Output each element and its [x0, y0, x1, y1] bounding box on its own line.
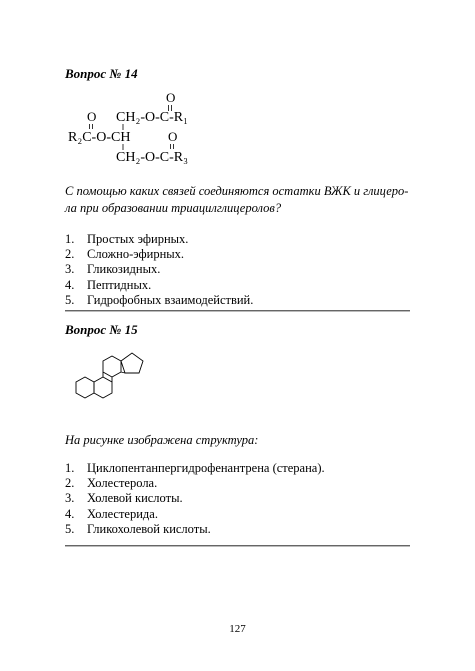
- steran-structure: [60, 344, 190, 424]
- option-label: Холевой кислоты.: [87, 491, 183, 506]
- option-1[interactable]: [65, 232, 253, 247]
- option-number: 5.: [65, 292, 75, 307]
- option-label: Простых эфирных.: [87, 232, 189, 246]
- question-14-title: Вопрос № 14: [65, 66, 138, 81]
- option-label: Холестерола.: [87, 476, 158, 491]
- option-number: 1.: [65, 232, 75, 246]
- option-label: Пептидных.: [87, 277, 152, 292]
- option-number: 2.: [65, 247, 75, 262]
- question-15-title: Вопрос № 15: [65, 322, 138, 337]
- formula-oxygen-top: O: [166, 90, 176, 105]
- option-label: Гликохолевой кислоты.: [87, 521, 211, 536]
- option-number: 3.: [65, 262, 75, 277]
- option-number: 4.: [65, 506, 75, 521]
- formula-line-3: CH₂-O-C-R₃: [116, 150, 188, 165]
- option-4[interactable]: [65, 278, 253, 293]
- formula-oxygen-left: O: [87, 109, 97, 124]
- option-4[interactable]: [65, 507, 325, 522]
- option-label: Сложно-эфирных.: [87, 247, 185, 262]
- question-14-options: [65, 232, 253, 308]
- option-number: 2.: [65, 476, 75, 491]
- option-label: Гликозидных.: [87, 262, 161, 277]
- option-5[interactable]: [65, 522, 325, 537]
- formula-line-1: CH₂-O-C-R₁: [116, 110, 188, 125]
- formula-line-2: R₂C-O-CH: [68, 130, 131, 145]
- option-2[interactable]: [65, 247, 253, 262]
- option-label: Гидрофобных взаимодействий.: [87, 292, 254, 307]
- question-14-text: С помощью каких связей соединяются остатки ВЖК и глицеро-ла при образовании триацилглицеролов?: [65, 184, 409, 215]
- section-divider: [65, 545, 410, 547]
- formula-oxygen-bottom: O: [168, 129, 178, 144]
- question-15-options: [65, 461, 325, 537]
- option-number: 1.: [65, 461, 75, 475]
- triacylglycerol-formula: [60, 88, 260, 168]
- question-15-text: На рисунке изображена структура:: [65, 433, 259, 447]
- option-number: 5.: [65, 521, 75, 536]
- page-number: 127: [229, 623, 246, 635]
- option-3[interactable]: [65, 262, 253, 277]
- option-label: Циклопентанпергидрофенантрена (стерана).: [87, 461, 325, 475]
- option-number: 4.: [65, 277, 75, 292]
- option-1[interactable]: [65, 461, 325, 476]
- option-3[interactable]: [65, 491, 325, 506]
- option-label: Холестерида.: [87, 506, 158, 521]
- option-2[interactable]: [65, 476, 325, 491]
- option-number: 3.: [65, 491, 75, 506]
- option-5[interactable]: [65, 293, 253, 308]
- section-divider: [65, 310, 410, 312]
